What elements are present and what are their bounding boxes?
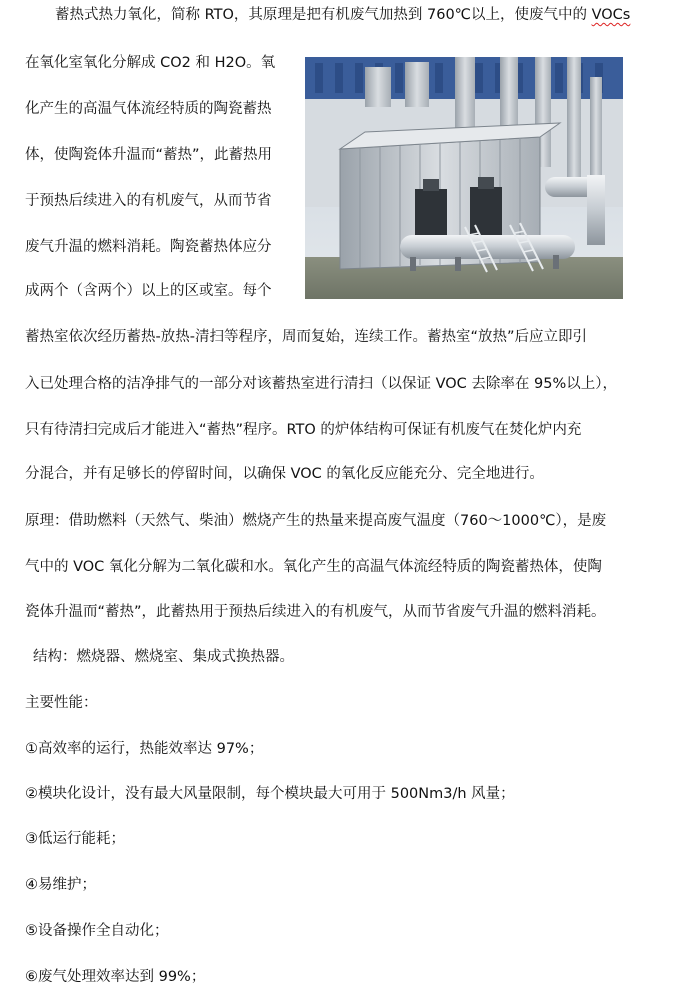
wrapped-line-1: 在氧化室氧化分解成 CO2 和 H2O。氧: [25, 55, 276, 71]
wrapped-line-5: 废气升温的燃料消耗。陶瓷蓄热体应分: [25, 239, 272, 255]
full-line-3: 只有待清扫完成后才能进入“蓄热”程序。RTO 的炉体结构可保证有机废气在焚化炉内充: [25, 422, 582, 438]
wrapped-line-2: 化产生的高温气体流经特质的陶瓷蓄热: [25, 101, 272, 117]
performance-item-3: ③低运行能耗；: [25, 831, 125, 847]
performance-item-6: ⑥废气处理效率达到 99%；: [25, 969, 206, 985]
principle-line-3: 瓷体升温而“蓄热”，此蓄热用于预热后续进入的有机废气，从而节省废气升温的燃料消耗。: [25, 604, 606, 620]
structure-line: 结构：燃烧器、燃烧室、集成式换热器。: [33, 649, 294, 665]
full-line-4: 分混合，并有足够长的停留时间，以确保 VOC 的氧化反应能充分、完全地进行。: [25, 466, 544, 482]
performance-item-5: ⑤设备操作全自动化；: [25, 923, 169, 939]
paragraph1-line1-text: 蓄热式热力氧化，简称 RTO，其原理是把有机废气加热到 760℃以上，使废气中的: [55, 7, 592, 23]
vocs-word: VOCs: [591, 7, 631, 23]
performance-item-1: ①高效率的运行，热能效率达 97%；: [25, 741, 264, 757]
performance-item-4: ④易维护；: [25, 877, 96, 893]
full-line-2: 入已处理合格的洁净排气的一部分对该蓄热室进行清扫（以保证 VOC 去除率在 95%以上），: [25, 376, 618, 392]
wrapped-line-4: 于预热后续进入的有机废气，从而节省: [25, 193, 272, 209]
principle-line-2: 气中的 VOC 氧化分解为二氧化碳和水。氧化产生的高温气体流经特质的陶瓷蓄热体，使陶: [25, 559, 602, 575]
rto-equipment-photo: [305, 57, 623, 299]
principle-line-1: 原理：借助燃料（天然气、柴油）燃烧产生的热量来提高废气温度（760～1000℃），是废: [25, 513, 607, 529]
performance-item-2: ②模块化设计，没有最大风量限制，每个模块最大可用于 500Nm3/h 风量；: [25, 786, 515, 802]
wrapped-line-3: 体，使陶瓷体升温而“蓄热”，此蓄热用: [25, 147, 273, 163]
full-line-1: 蓄热室依次经历蓄热-放热-清扫等程序，周而复始，连续工作。蓄热室“放热”后应立即引: [25, 329, 587, 345]
performance-title: 主要性能：: [25, 695, 98, 711]
wrapped-line-6: 成两个（含两个）以上的区或室。每个: [25, 283, 272, 299]
paragraph1-line1: [55, 5, 630, 25]
